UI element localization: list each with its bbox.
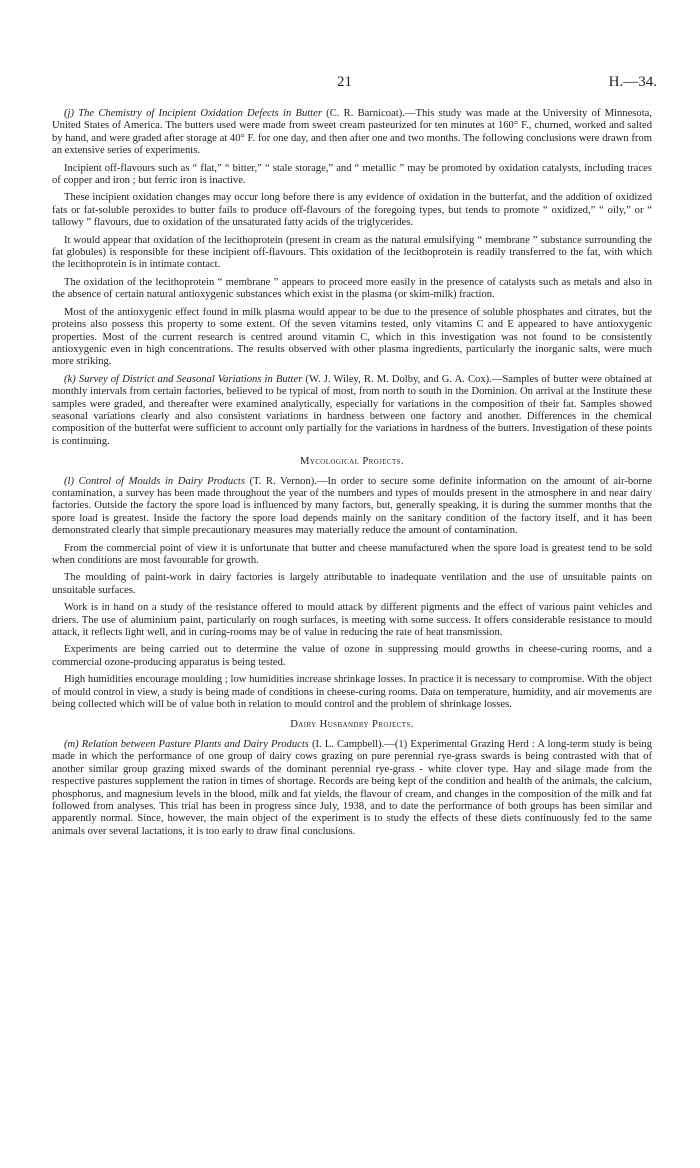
body-paragraph [52,235,652,272]
body-paragraph [52,277,652,302]
project-title: (m) Relation between Pasture Plants and Dairy Products [64,738,309,750]
body-paragraph [52,192,652,229]
body-paragraph [52,374,652,448]
body-paragraph [52,476,652,538]
body-paragraph [52,307,652,369]
paragraph-text: Work is in hand on a study of the resistance offered to mould attack by different pigments and the effect of various paint vehicles and driers. The use of aluminium paint, particularly on rough surfaces, is meeting with some success. It offers considerable resistance to mould attack, it reflects light well, and in curing-rooms may be of value in reducing the rate of heat transmission. [52,602,652,639]
page-header [0,74,700,94]
paragraph-text: High humidities encourage moulding ; low humidities increase shrinkage losses. In practice it is necessary to compromise. With the object of mould control in view, a study is being made of conditions in cheese-curing rooms. Data on temperature, humidity, and air movements are being collected which will be of value both in relation to mould control and the problem of shrinkage losses. [52,674,652,711]
body-paragraph [52,108,652,158]
body-paragraph [52,543,652,568]
document-code: H.—34. [608,74,657,90]
paragraph-text: The oxidation of the lecithoprotein “ membrane ” appears to proceed more easily in the presence of catalysts such as metals and also in the absence of certain natural antioxygenic substances which exist in the plasma (or skim-milk) fraction. [52,276,652,301]
body-paragraph [52,163,652,188]
paragraph-text: It would appear that oxidation of the lecithoprotein (present in cream as the natural emulsifying “ membrane ” substance surrounding the fat globules) is responsible for these incipient off-flavours. This oxidation of the lecithoprotein is readily transferred to the fat, with which the lecithoprotein is in intimate contact. [52,234,652,271]
section-heading: Dairy Husbandry Projects. [290,719,414,731]
paragraph-text: (T. R. Vernon).—In order to secure some definite information on the amount of air-borne contamination, a survey has been made throughout the year of the numbers and types of moulds present in the atmosphere in and near dairy factories. Outside the factory the spore load is influenced by many factors, but, generally speaking, it is during the summer months that the spore load is greatest. Inside the factory the spore load depends mainly on the sanitary condition of the factory itself, and it has been demonstrated clearly that simple precautionary measures may materially reduce the amount of contamination. [52,475,652,537]
paragraph-text: (C. R. Barnicoat).—This study was made at the University of Minnesota, United States of America. The butters used were made from sweet cream pasteurized for ten minutes at 160° F., churned, worked and salted by hand, and were graded after storage at 40° F. for one day, and then after one and two months. The following conclusions were drawn from an extensive series of experiments. [52,108,652,157]
body-paragraph [52,739,652,838]
paragraph-text: Incipient off-flavours such as “ flat,” “ bitter,” “ stale storage,” and “ metallic ” may be promoted by oxidation catalysts, including traces of copper and iron ; but ferric iron is inactive. [52,162,652,187]
paragraph-text: Experiments are being carried out to determine the value of ozone in suppressing mould growths in cheese-curing rooms, and a commercial ozone-producing apparatus is being tested. [52,644,652,668]
body-paragraph [52,674,652,711]
paragraph-text: The moulding of paint-work in dairy factories is largely attributable to inadequate ventilation and the use of unsuitable paints on unsuitable surfaces. [52,572,652,596]
paragraph-text: (W. J. Wiley, R. M. Dolby, and G. A. Cox).—Samples of butter were obtained at monthly intervals from certain factories, believed to be typical of most, from north to south in the Dominion. On arrival at the Institute these samples were graded, and thereafter were examined analytically, especially for variations in the composition of their fat. Samples showed seasonal variations clearly and also consistent variations in hardness between one factory and another. Differences in the chemical composition of the butterfat were sufficient to account only partially for the variations in hardness of the butters. Investigation of these points is continuing. [52,373,652,447]
page-number: 21 [337,74,352,90]
body-paragraph [52,602,652,639]
project-title: (l) Control of Moulds in Dairy Products [64,475,245,487]
body-paragraph [52,572,652,597]
project-title: (k) Survey of District and Seasonal Variations in Butter [64,373,303,385]
project-title: (j) The Chemistry of Incipient Oxidation Defects in Butter [64,108,322,119]
paragraph-text: These incipient oxidation changes may occur long before there is any evidence of oxidation in the butterfat, and the addition of oxidized fats or fat-soluble peroxides to butter fails to produce off-flavours of the foregoing types, but tends to promote “ oxidized,” “ oily,” or “ tallowy ” flavours, due to oxidation of the unsaturated fatty acids of the triglycerides. [52,192,652,229]
section-heading: Mycological Projects. [299,456,405,468]
paragraph-text: From the commercial point of view it is unfortunate that butter and cheese manufactured when the spore load is greatest tend to be sold when conditions are most favourable for growth. [52,542,652,566]
paragraph-text: Most of the antioxygenic effect found in milk plasma would appear to be due to the presence of soluble phosphates and citrates, but the proteins also possess this property to some extent. Of the seven vitamins tested, only vitamins C and E appeared to have antioxygenic properties. Most of the current research is centred around vitamin C, which in this investigation was not found to be consistently antioxygenic even in high concentrations. The results observed with other plasma ingredients, particularly the inorganic salts, were much more striking. [52,306,652,368]
document-body [52,108,652,843]
paragraph-text: (I. L. Campbell).—(1) Experimental Grazing Herd : A long-term study is being made in which the performance of one group of dairy cows grazing on pure perennial rye-grass swards is being contrasted with that of another similar group grazing mixed swards of the dominant perennial rye-grass - white clover type. Hay and silage made from the respective pastures supplement the ration in times of shortage. Records are being kept of the condition and health of the animals, the calcium, phosphorus, and magnesium levels in the blood, milk and fat yields, the flavour of cream, and changes in the composition of the milk and fat followed from analyses. This trial has been in progress since July, 1938, and to date the performance of both groups has been similar and apparently normal. Since, however, the main object of the experiment is to study the effects of these diets continuously fed to the same animals over several lactations, it is too early to draw final conclusions. [52,738,652,837]
body-paragraph [52,644,652,669]
